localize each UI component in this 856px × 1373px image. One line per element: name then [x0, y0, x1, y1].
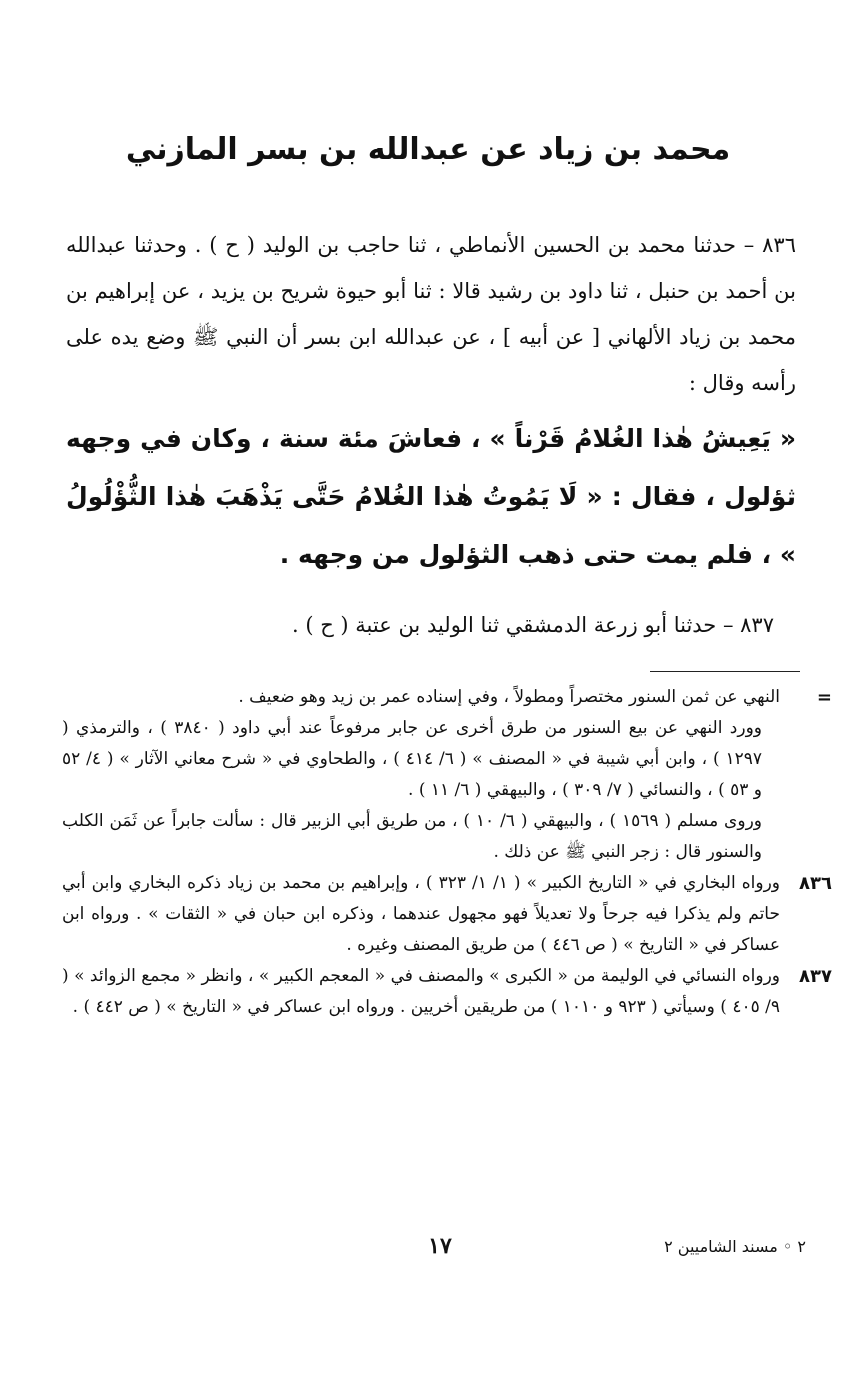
- hadith-837-isnad: ٨٣٧ – حدثنا أبو زرعة الدمشقي ثنا الوليد بن عتبة ( ح ) .: [291, 613, 774, 637]
- footnote-continued-p3: وروى مسلم ( ١٥٦٩ ) ، والبيهقي ( ٦/ ١٠ ) ، من طريق أبي الزبير قال : سألت جابراً عن ثَمَن الكلب والسنور قال : زجر النبي ﷺ عن ذلك .: [62, 811, 762, 862]
- hadith-836-isnad: ٨٣٦ – حدثنا محمد بن الحسين الأنماطي ، ثنا حاجب بن الوليد ( ح ) . وحدثنا عبدالله بن أحمد بن حنبل ، ثنا داود بن رشيد قالا : ثنا أبو حيوة شريح بن يزيد ، عن إبراهيم بن محمد بن زياد الألهاني [ عن أبيه ] ، عن عبدالله ابن بسر أن النبي ﷺ وضع يده على رأسه وقال :: [66, 233, 796, 395]
- footnote-continued: [62, 682, 832, 868]
- footnote-separator: [650, 671, 800, 672]
- signature-mark: ٢ ◦ مسند الشاميين ٢: [664, 1237, 806, 1256]
- footnote-836-body: [62, 868, 780, 961]
- main-text: [66, 222, 796, 648]
- footnote-continued-p1: النهي عن ثمن السنور مختصراً ومطولاً ، وفي إسناده عمر بن زيد وهو ضعيف .: [238, 687, 780, 707]
- footnotes: [62, 682, 832, 1023]
- footnote-837-body: [62, 961, 780, 1023]
- page-number: ١٧: [428, 1233, 452, 1259]
- page-footer: [0, 1228, 856, 1268]
- hadith-836-matn: « يَعِيشُ هٰذا الغُلامُ قَرْناً » ، فعاشَ مئة سنة ، وكان في وجهه ثؤلول ، فقال : « لَا يَمُوتُ هٰذا الغُلامُ حَتَّى يَذْهَبَ هٰذا الثُّؤْلُولُ » ، فلم يمت حتى ذهب الثؤلول من وجهه .: [66, 424, 796, 569]
- footnote-continued-body: [62, 682, 780, 868]
- footnote-837: [62, 961, 832, 1023]
- footnote-836-label: ٨٣٦: [799, 873, 832, 894]
- footnote-837-text: ورواه النسائي في الوليمة من « الكبرى » والمصنف في « المعجم الكبير » ، وانظر « مجمع الزوائد » ( ٩/ ٤٠٥ ) وسيأتي ( ٩٢٣ و ١٠١٠ ) من طريقين أخريين . ورواه ابن عساكر في « التاريخ » ( ص ٤٤٢ ) .: [62, 966, 780, 1017]
- footnote-837-label: ٨٣٧: [799, 966, 832, 987]
- chapter-title: محمد بن زياد عن عبدالله بن بسر المازني: [125, 132, 731, 167]
- footnote-836-text: ورواه البخاري في « التاريخ الكبير » ( ١/ ١/ ٣٢٣ ) ، وإبراهيم بن محمد بن زياد ذكره البخاري وابن أبي حاتم ولم يذكرا فيه جرحاً ولا تعديلاً فهو مجهول عندهما ، وذكره ابن حبان في « الثقات » . ورواه ابن عساكر في « التاريخ » ( ص ٤٤٦ ) من طريق المصنف وغيره .: [62, 873, 780, 955]
- continued-mark: =: [816, 687, 832, 708]
- footnote-continued-p2: وورد النهي عن بيع السنور من طرق أخرى عن جابر مرفوعاً عند أبي داود ( ٣٨٤٠ ) ، والترمذي ( ١٢٩٧ ) ، وابن أبي شيبة في « المصنف » ( ٦/ ٤١٤ ) ، والطحاوي في « شرح معاني الآثار » ( ٤/ ٥٢ و ٥٣ ) ، والنسائي ( ٧/ ٣٠٩ ) ، والبيهقي ( ٦/ ١١ ) .: [62, 718, 763, 800]
- footnote-836: [62, 868, 832, 961]
